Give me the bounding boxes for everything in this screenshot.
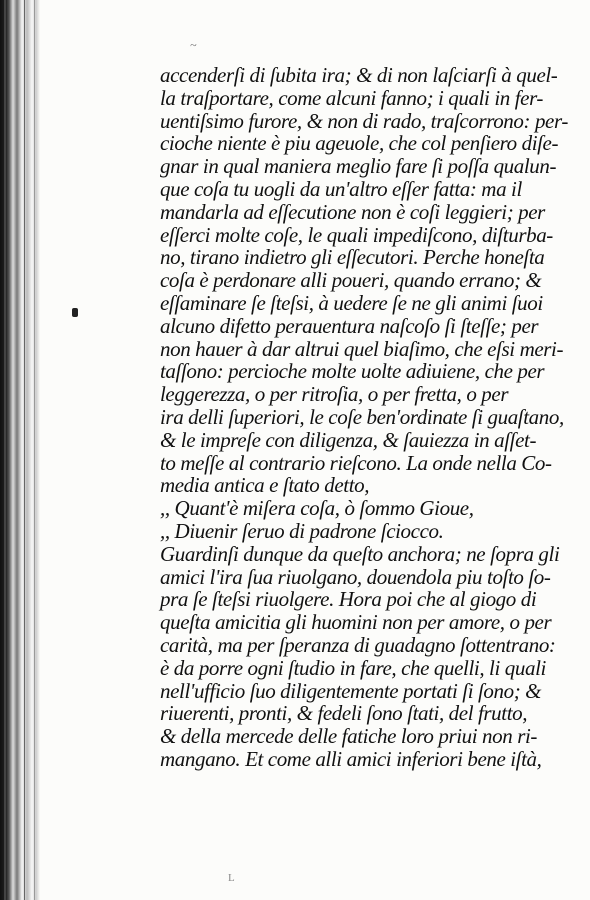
- text-line: cioche niente è piu ageuole, che col penſiero diſe-: [160, 131, 559, 156]
- text-line: riuerenti, pronti, & fedeli ſono ſtati, del frutto,: [160, 701, 528, 726]
- verse-line: ,, Quant'è miſera coſa, ò ſommo Gioue,: [160, 496, 474, 521]
- text-line: amici l'ira ſua riuolgano, douendola piu toſto ſo-: [160, 564, 551, 589]
- gutter-edge-line: [24, 0, 25, 900]
- text-line: queſta amicitia gli huomini non per amore, o per: [160, 610, 552, 635]
- margin-ink-mark: [72, 308, 78, 317]
- text-line: è da porre ogni ſtudio in fare, che quelli, li quali: [160, 655, 546, 680]
- text-line: mandarla ad eſſecutione non è coſi leggieri; per: [160, 199, 545, 224]
- text-line: gnar in qual maniera meglio fare ſi poſſa qualun-: [160, 154, 557, 179]
- text-line: no, tirano indietro gli eſſecutori. Perche honeſta: [160, 245, 545, 270]
- text-line: nell'ufficio ſuo diligentemente portati ſi ſono; &: [160, 678, 542, 703]
- bottom-smudge-mark: L: [228, 872, 235, 884]
- body-text: [160, 64, 580, 771]
- text-line: accenderſi di ſubita ira; & di non laſciarſi à quel-: [160, 63, 558, 87]
- text-line: leggerezza, o per ritroſia, o per fretta, o per: [160, 382, 509, 407]
- text-line: alcuno difetto perauentura naſcoſo ſi ſteſſe; per: [160, 313, 539, 338]
- text-line: ira delli ſuperiori, le coſe ben'ordinate ſi guaſtano,: [160, 404, 564, 429]
- text-line: coſa è perdonare alli poueri, quando errano; &: [160, 268, 542, 293]
- text-line: que coſa tu uogli da un'altro eſſer fatta: ma il: [160, 176, 522, 201]
- text-line: la traſportare, come alcuni fanno; i quali in fer-: [160, 85, 544, 110]
- text-line: pra ſe ſteſsi riuolgere. Hora poi che al giogo di: [160, 587, 537, 612]
- text-line: media antica e ſtato detto,: [160, 473, 370, 498]
- text-line: non hauer à dar altrui quel biaſimo, che eſsi meri-: [160, 336, 564, 361]
- top-smudge-mark: ~: [190, 38, 197, 52]
- text-line: & le impreſe con diligenza, & ſauiezza in aſſet-: [160, 427, 537, 452]
- text-line: eſſerci molte coſe, le quali impediſcono, diſturba-: [160, 222, 553, 247]
- text-line: taſſono: percioche molte uolte adiuiene, che per: [160, 359, 545, 384]
- text-line: Guardinſi dunque da queſto anchora; ne ſopra gli: [160, 541, 560, 566]
- text-line: carità, ma per ſperanza di guadagno ſottentrano:: [160, 632, 556, 657]
- text-line: & della mercede delle fatiche loro priui non ri-: [160, 724, 537, 749]
- gutter-edge-line: [4, 0, 6, 900]
- text-line: uentiſsimo furore, & non di rado, traſcorrono: per-: [160, 108, 568, 133]
- text-line: mangano. Et come alli amici inferiori bene iſtà,: [160, 746, 542, 771]
- text-line: eſſaminare ſe ſteſsi, à uedere ſe ne gli animi ſuoi: [160, 290, 543, 315]
- verse-line: ,, Diuenir ſeruo di padrone ſciocco.: [160, 518, 444, 543]
- gutter-edge-line: [34, 0, 35, 900]
- text-line: to meſſe al contrario rieſcono. La onde nella Co-: [160, 450, 552, 475]
